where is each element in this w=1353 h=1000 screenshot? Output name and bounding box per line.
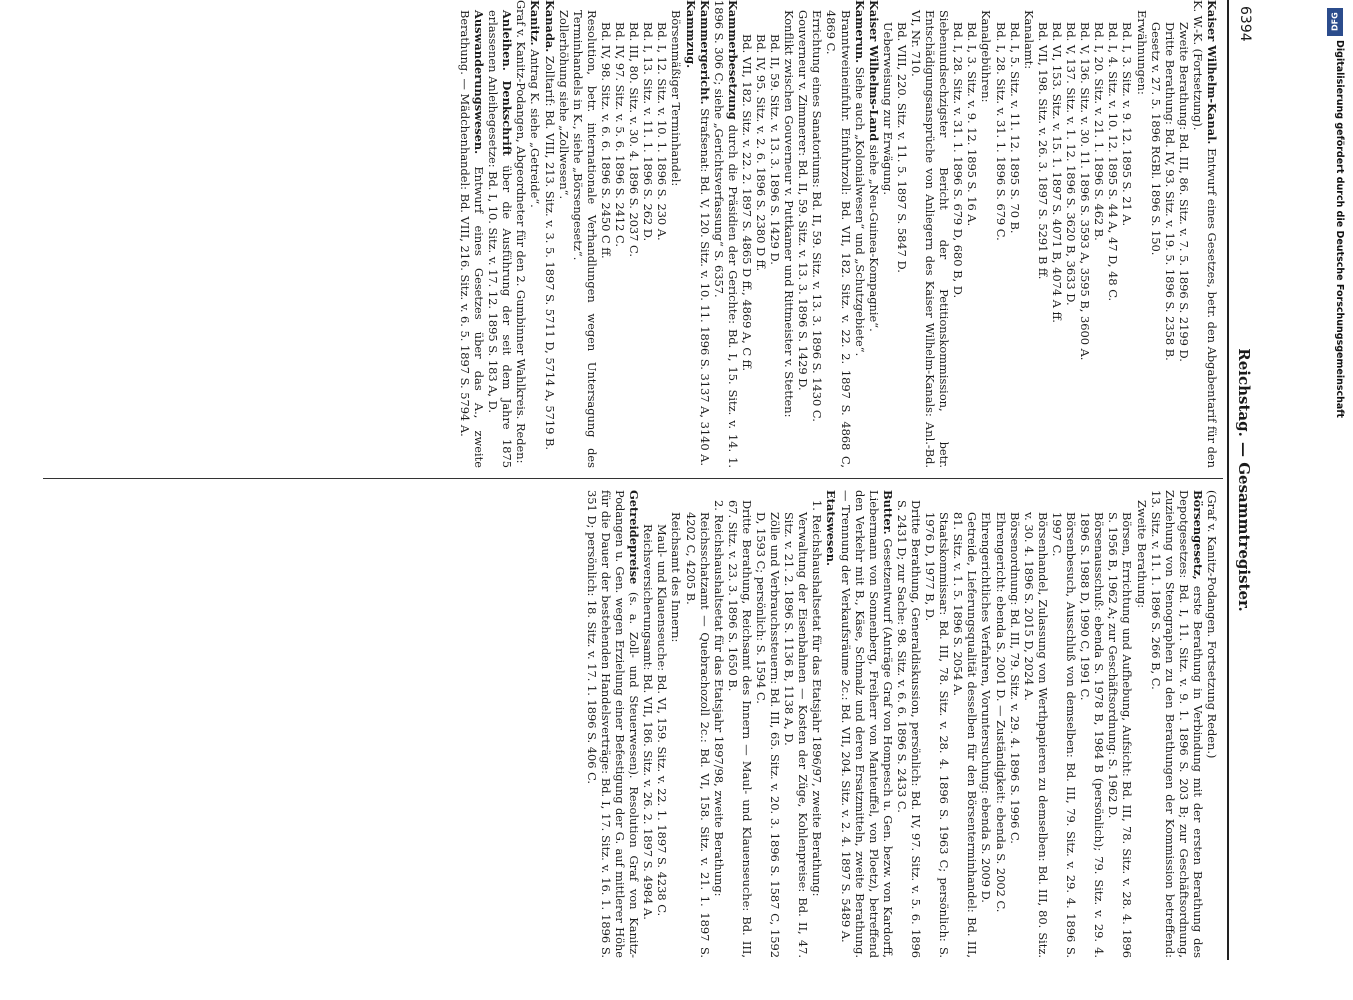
entry-text: siehe „Neu-Guinea-Kompagnie“.: [866, 141, 881, 332]
index-entry: [1008, 0, 1022, 468]
index-entry: [1106, 490, 1134, 958]
entry-text: (Graf v. Kanitz-Podangen. Fortsetzung Reden.): [1205, 490, 1219, 759]
entry-text: Bd. V, 137. Sitz. v. 1. 12. 1896 S. 3620 B, 3633 D.: [1064, 22, 1079, 306]
index-entry: [1106, 0, 1120, 468]
entry-keyword: Kammerbesetzung: [725, 0, 740, 120]
index-entry: [683, 490, 711, 958]
entry-text: Reichsversicherungsamt: Bd. VII, 186. Sitz. v. 26. 2. 1897 S. 4984 A.: [641, 524, 656, 920]
entry-text: Erwähnungen:: [1134, 10, 1149, 95]
page-header: [1229, 0, 1263, 960]
digitization-sidebar: [1325, 8, 1347, 992]
entry-text: Zolltarif: Bd. VIII, 213. Sitz. v. 3. 5. 1897 S. 5711 D, 5714 A, 5719 B.: [542, 52, 557, 450]
entry-keyword: Kanitz.: [528, 0, 543, 46]
index-entry: [641, 0, 655, 468]
entry-text: Kanalgebühren:: [979, 10, 994, 103]
entry-text: Dritte Berathung: Bd. IV, 93. Sitz. v. 19. 5. 1896 S. 2358 B.: [1162, 22, 1177, 361]
entry-text: Zweite Berathung:: [1134, 500, 1149, 609]
index-entry: [951, 490, 979, 958]
index-entry: [514, 0, 528, 468]
entry-text: Staatskommissar: Bd. III, 78. Sitz. v. 28. 4. 1896 S. 1963 C; persönlich: S. 1976 D, 1977 B, D.: [923, 512, 952, 958]
index-entry: [641, 490, 655, 958]
index-entry: [895, 490, 923, 958]
entry-keyword: Anleihen. Denkschrift: [500, 10, 515, 156]
right-column: [585, 490, 1219, 958]
entry-text: Börsenausschuß: ebenda S. 1978 B, 1984 B (persönlich); 79. Sitz. v. 29. 4. 1896 S. 1988 D, 1990 C, 1991 C.: [1078, 512, 1107, 958]
index-entry: [1149, 490, 1205, 958]
index-entry: [824, 490, 838, 958]
entry-text: Bd. I, 3. Sitz. v. 9. 12. 1895 S. 16 A.: [965, 22, 980, 227]
index-entry: [1008, 490, 1022, 958]
entry-text: Bd. I, 4. Sitz. v. 10. 12. 1895 S. 44 A, 47 D, 48 C.: [1106, 22, 1121, 302]
entry-text: 1. Reichshaushaltsetat für das Etatsjahr 1896/97, zweite Berathung:: [810, 500, 825, 897]
entry-text: Antrag K. siehe „Getreide“.: [528, 45, 543, 208]
index-entry: [867, 0, 881, 468]
index-entry: [909, 0, 951, 468]
index-entry: [1177, 0, 1191, 468]
index-entry: [810, 0, 824, 468]
index-entry: [1191, 0, 1219, 468]
index-entry: [881, 0, 895, 468]
entry-text: Reichsamt des Innern:: [669, 512, 684, 643]
index-entry: [1134, 0, 1148, 468]
index-entry: [979, 0, 993, 468]
index-entry: [1036, 0, 1050, 468]
entry-text: Siebenundsechzigster Bericht der Petitionskommission, betr. Entschädigungsansprüche von Anliegern des Kaiser Wilhelm-Kanals: Anl.-Bd. VI, Nr. 710.: [909, 10, 952, 468]
entry-keyword: Kammergericht.: [697, 0, 712, 105]
entry-text: Bd. V, 136. Sitz. v. 30. 11. 1896 S. 3593 A, 3595 B, 3600 A.: [1078, 22, 1093, 361]
entry-text: Zollerhöhung siehe „Zollwesen“.: [556, 10, 571, 200]
entry-text: Gesetz v. 27. 5. 1896 RGBl. 1896 S. 150.: [1148, 22, 1163, 256]
entry-text: Bd. I, 28. Sitz. v. 31. 1. 1896 S. 679 D, 680 B, D.: [951, 22, 966, 299]
index-entry: [726, 490, 754, 958]
entry-text: 2. Reichshaushaltsetat für das Etatsjahr 1897/98, zweite Berathung:: [711, 500, 726, 897]
index-entry: [782, 490, 810, 958]
index-entry: [1092, 0, 1106, 468]
index-entry: [655, 490, 669, 958]
entry-text: erste Berathung in Verbindung mit der ersten Berathung des Depotgesetzes: Bd. I, 11. Sitz. v. 9. 1. 1896 S. 203 B; zur Geschäftsordnung, Zuziehung von Stenographen zu den Berathungen der Kommission betreffend: 13. Sitz. v. 11. 1. 1896 S. 266 B, C.: [1148, 490, 1205, 958]
index-entry: [571, 0, 599, 468]
index-entry: [796, 0, 810, 468]
entry-text: Dritte Berathung, Generaldiskussion, persönlich: Bd. IV, 97. Sitz. v. 5. 6. 1896 S. 2431 D; zur Sache: 98. Sitz. v. 6. 6. 1896 S. 2433 C.: [894, 500, 924, 958]
index-entry: [1205, 490, 1219, 958]
entry-text: durch die Präsidien der Gerichte: Bd. I, 15. Sitz. v. 14. 1. 1896 S. 306 C; siehe „Gerichtsverfassung“ S. 6357.: [711, 0, 740, 468]
entry-text: Ehrengericht: ebenda S. 2001 D. — Zuständigkeit: ebenda S. 2002 C.: [993, 512, 1008, 913]
entry-text: Bd. I, 5. Sitz. v. 11. 12. 1895 S. 70 B.: [1007, 22, 1022, 234]
entry-text: Resolution, betr. internationale Verhandlungen wegen Untersagung des Terminhandels in K., siehe „Börsengesetz“.: [570, 10, 599, 468]
index-entry: [627, 0, 641, 468]
entry-keyword: Börsengesetz,: [1190, 490, 1205, 580]
index-entry: [613, 0, 627, 468]
entry-keyword: Kaiser Wilhelms-Land: [866, 0, 881, 142]
entry-text: Bd. I, 28. Sitz. v. 31. 1. 1896 S. 679 C.: [993, 22, 1008, 241]
index-page: [33, 0, 1263, 960]
entry-text: Bd. VII, 198. Sitz. v. 26. 3. 1897 S. 5291 B ff.: [1035, 22, 1050, 280]
entry-keyword: Kanada.: [542, 0, 557, 53]
index-entry: [1022, 490, 1050, 958]
index-entry: [458, 0, 486, 468]
entry-keyword: Etatswesen.: [824, 490, 839, 566]
index-entry: [810, 490, 824, 958]
entry-text: Bd. IV, 95. Sitz. v. 2. 6. 1896 S. 2380 D ff.: [754, 34, 768, 272]
entry-text: Bd. VII, 182. Sitz. v. 22. 2. 1897 S. 4865 D ff., 4869 A, C ff.: [739, 34, 754, 372]
entry-text: Branntweineinfuhr. Einfuhrzoll: Bd. VII, 182. Sitz. v. 22. 2. 1897 S. 4868 C, 4869 C.: [824, 10, 853, 468]
index-entry: [1050, 490, 1078, 958]
index-entry: [1120, 0, 1134, 468]
index-entry: [965, 0, 979, 468]
index-entry: [782, 0, 796, 468]
index-entry: [1022, 0, 1036, 468]
header-rule: [1227, 0, 1229, 960]
index-entry: [1163, 0, 1177, 468]
index-entry: [951, 0, 965, 468]
entry-text: Graf v. Kanitz-Podangen, Abgeordneter für den 2. Gumbinner Wahlkreis. Reden:: [514, 0, 529, 464]
index-entry: [740, 0, 754, 468]
entry-text: Börsen, Errichtung und Aufhebung, Aufsicht: Bd. III, 78. Sitz. v. 28. 4. 1896 S. 1956 B, 1962 A; zur Geschäftsordnung: S. 1962 D.: [1106, 512, 1135, 958]
entry-text: Bd. IV, 97. Sitz. v. 5. 6. 1896 S. 2412 C.: [613, 22, 628, 247]
index-entry: [669, 0, 683, 468]
index-entry: [698, 0, 712, 468]
index-entry: [853, 0, 867, 468]
entry-text: Strafsenat: Bd. V, 120. Sitz. v. 10. 11. 1896 S. 3137 A, 3140 A.: [697, 104, 712, 467]
index-entry: [712, 490, 726, 958]
entry-text: Bd. III, 80. Sitz. v. 30. 4. 1896 S. 2037 C.: [627, 22, 642, 257]
entry-keyword: Kamerun.: [852, 0, 867, 64]
entry-text: Maul- und Klauenseuche: Bd. VI, 159. Sitz. v. 22. 1. 1897 S. 4238 C.: [655, 524, 670, 917]
index-entry: [585, 490, 641, 958]
entry-text: Börsenmäßiger Terminhandel:: [669, 10, 684, 187]
entry-text: über die Ausführung der seit dem Jahre 1875 erlassenen Anleihegesetze: Bd. I, 10. Sitz. v. 17. 12. 1895 S. 183 A, D.: [486, 10, 515, 468]
entry-keyword: Auswanderungswesen.: [472, 10, 487, 155]
column-separator: [43, 478, 1223, 479]
entry-text: Bd. II, 59. Sitz. v. 13. 3. 1896 S. 1429 D.: [768, 34, 783, 265]
entry-text: Bd. VIII, 220. Sitz. v. 11. 5. 1897 S. 5847 D.: [894, 22, 909, 273]
entry-text: Siehe auch „Kolonialwesen“ und „Schutzgebiete“.: [852, 63, 867, 357]
index-entry: [1050, 0, 1064, 468]
index-entry: [1064, 0, 1078, 468]
entry-text: Reichsschatzamt — Quebrachozoll 2c.: Bd. VI, 158. Sitz. v. 21. 1. 1897 S. 4202 C, 4205 B.: [683, 512, 712, 958]
entry-text: Börsenhandel, Zulassung von Werthpapieren zu demselben: Bd. III, 80. Sitz. v. 30. 4. 1896 S. 2015 D, 2024 A.: [1021, 512, 1050, 958]
entry-text: Bd. I, 13. Sitz. v. 11. 1. 1896 S. 262 D.: [641, 22, 656, 242]
entry-text: Gouverneur v. Zimmerer: Bd. II, 59. Sitz. v. 13. 3. 1896 S. 1429 D.: [796, 10, 811, 391]
index-entry: [683, 0, 697, 468]
index-entry: [994, 490, 1008, 958]
entry-text: Gesetzentwurf (Anträge Graf von Hompesch u. Gen. bezw. von Kardorff, Liebermann von Sonnenberg, Freiherr von Manteuffel, von Ploetz), betreffend den Verkehr mit B., Käse, Schmalz und deren Ersatzmitteln, zweite Berathung. — Trennung der Verkaufsräume 2c.: Bd. VII, 204. Sitz. v. 2. 4. 1897 S. 5489 A.: [838, 490, 895, 958]
index-entry: [1078, 0, 1092, 468]
index-entry: [923, 490, 951, 958]
index-entry: [994, 0, 1008, 468]
index-entry: [754, 490, 782, 958]
entry-text: Entwurf eines Gesetzes über das A., zweite Berathung. — Mädchenhandel: Bd. VIII, 216. Sitz. v. 6. 5. 1897 S. 5794 A.: [458, 10, 487, 468]
index-entry: [1078, 490, 1106, 958]
index-entry: [838, 490, 894, 958]
entry-keyword: Butter.: [880, 490, 895, 535]
dfg-logo: DFG: [1327, 8, 1343, 36]
left-column: [458, 0, 1219, 468]
entry-text: Dritte Berathung, Reichsamt des Innern — Maul- und Klauenseuche: Bd. III, 67. Sitz. v. 23. 3. 1896 S. 1650 B.: [725, 500, 754, 958]
entry-keyword: Kammzug.: [683, 0, 698, 69]
index-entry: [824, 0, 852, 468]
entry-text: Bd. VI, 153. Sitz. v. 15. 1. 1897 S. 4071 B, 4074 A ff.: [1049, 22, 1064, 323]
index-entry: [1149, 0, 1163, 468]
entry-text: (s. a. Zoll- und Steuerwesen). Resolution Graf von Kanitz-Podangen u. Gen. wegen Erzielung einer Befestigung der G. auf mittlerer Höhe für die Dauer der bestehenden Handelsverträge: Bd. I, 17. Sitz. v. 16. 1. 1896 S. 351 D; persönlich: 18. Sitz. v. 17. 1. 1896 S. 406 C.: [584, 490, 642, 958]
entry-text: Errichtung eines Sanatoriums: Bd. II, 59. Sitz. v. 13. 3. 1896 S. 1430 C.: [810, 10, 825, 422]
entry-text: Zweite Berathung: Bd. III, 86. Sitz. v. 7. 5. 1896 S. 2199 D.: [1176, 22, 1191, 362]
index-entry: [557, 0, 571, 468]
index-entry: [712, 0, 740, 468]
entry-text: Ehrengerichtliches Verfahren, Voruntersuchung: ebenda S. 2009 D.: [979, 512, 994, 903]
page-number: 6394: [1237, 6, 1253, 42]
index-entry: [599, 0, 613, 468]
index-entry: [768, 0, 782, 468]
entry-text: Zölle und Verbrauchssteuern: Bd. III, 65. Sitz. v. 20. 3. 1896 S. 1587 C, 1592 D, 1593 C; persönlich: S. 1594 C.: [754, 512, 783, 958]
index-entry: [486, 0, 514, 468]
running-title: Reichstag. — Gesammtregister.: [1235, 348, 1253, 612]
entry-text: Bd. I, 3. Sitz. v. 9. 12. 1895 S. 21 A.: [1120, 22, 1135, 227]
index-entry: [1134, 490, 1148, 958]
index-entry: [655, 0, 669, 468]
index-entry: [754, 0, 768, 468]
digitization-credit: Digitalisierung gefördert durch die Deutsche Forschungsgemeinschaft: [1334, 40, 1345, 418]
entry-text: Bd. I, 12. Sitz. v. 10. 1. 1896 S. 230 A.: [655, 22, 670, 241]
entry-text: Bd. IV, 98. Sitz. v. 6. 6. 1896 S. 2450 C ff.: [598, 22, 613, 259]
index-entry: [979, 490, 993, 958]
entry-keyword: Getreidepreise: [627, 490, 642, 585]
entry-keyword: Kaiser Wilhelm-Kanal.: [1205, 0, 1219, 145]
entry-text: Börsenordnung: Bd. III, 79. Sitz. v. 29. 4. 1896 S. 1996 C.: [1007, 512, 1022, 844]
entry-text: Verwaltung der Eisenbahnen — Kosten der Züge, Kohlenpreise: Bd. II, 47. Sitz. v. 21. 2. 1896 S. 1136 B, 1138 A, D.: [782, 512, 811, 958]
entry-text: Getreide, Lieferungsqualität desselben für den Börsenterminhandel: Bd. III, 81. Sitz. v. 1. 5. 1896 S. 2054 A.: [951, 512, 980, 958]
index-entry: [543, 0, 557, 468]
index-entry: [669, 490, 683, 958]
entry-text: Konflikt zwischen Gouverneur v. Puttkamer und Rittmeister v. Stetten:: [782, 10, 797, 418]
index-entry: [895, 0, 909, 468]
entry-text: Börsenbesuch, Ausschluß von demselben: Bd. III, 79. Sitz. v. 29. 4. 1896 S. 1997 C.: [1049, 512, 1079, 958]
index-entry: [528, 0, 542, 468]
entry-text: Bd. I, 20. Sitz. v. 21. 1. 1896 S. 462 B.: [1092, 22, 1107, 241]
entry-text: Kanalamt:: [1021, 10, 1036, 70]
entry-text: Entwurf eines Gesetzes, betr. den Abgabentarif für den K. W.-K. (Fortsetzung).: [1190, 0, 1219, 468]
entry-text: Ueberweisung zur Erwägung.: [880, 22, 895, 195]
